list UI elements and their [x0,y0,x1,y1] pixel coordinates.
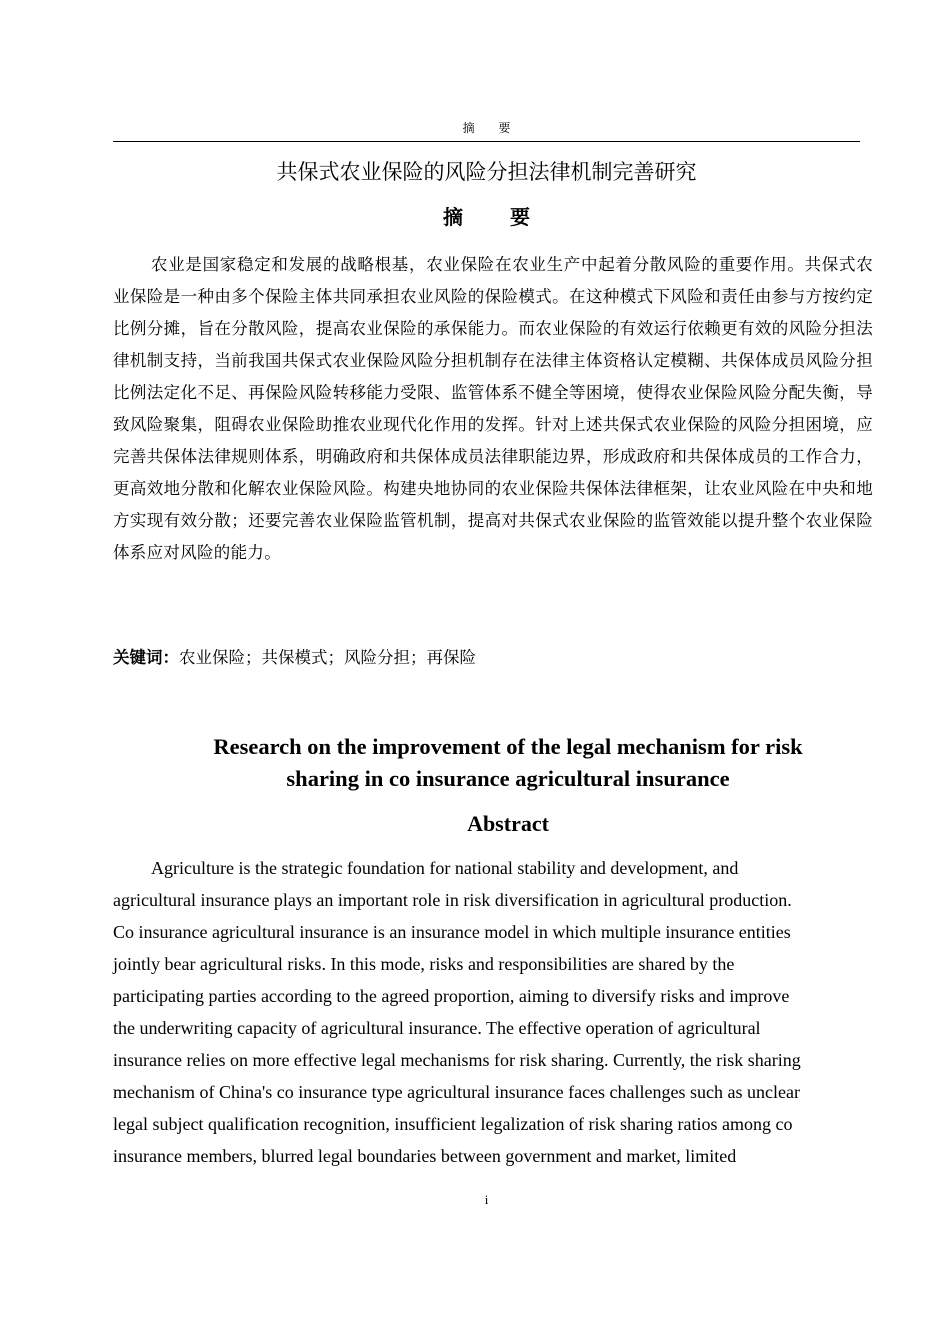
english-title-line: Research on the improvement of the legal mechanism for risk [213,734,803,759]
running-header: 摘 要 [462,121,521,135]
page-number: i [484,1192,489,1207]
chinese-title: 共保式农业保险的风险分担法律机制完善研究 [276,160,697,184]
english-abstract-heading: Abstract [467,811,549,836]
english-body-line: Agriculture is the strategic foundation for national stability and development, and [151,858,739,878]
chinese-abstract-body: 农业是国家稳定和发展的战略根基，农业保险在农业生产中起着分散风险的重要作用。共保式农业保险是一种由多个保险主体共同承担农业风险的保险模式。在这种模式下风险和责任由参与方按约定比例分摊，旨在分散风险，提高农业保险的承保能力。而农业保险的有效运行依赖更有效的风险分担法律机制支持，当前我国共保式农业保险风险分担机制存在法律主体资格认定模糊、共保体成员风险分担比例法定化不足、再保险风险转移能力受限、监管体系不健全等困境，使得农业保险风险分配失衡，导致风险聚集，阻碍农业保险助推农业现代化作用的发挥。针对上述共保式农业保险的风险分担困境，应完善共保体法律规则体系，明确政府和共保体成员法律职能边界，形成政府和共保体成员的工作合力，更高效地分散和化解农业保险风险。构建央地协同的农业保险共保体法律框架，让农业风险在中央和地方实现有效分散；还要完善农业保险监管机制，提高对共保式农业保险的监管效能以提升整个农业保险体系应对风险的能力。 [113,255,873,562]
english-body-line: insurance relies on more effective legal mechanisms for risk sharing. Currently, the risk sharing [113,1050,801,1070]
english-body-line: insurance members, blurred legal boundaries between government and market, limited [113,1146,737,1166]
english-body-line: Co insurance agricultural insurance is an insurance model in which multiple insurance entities [113,922,791,942]
english-body-line: jointly bear agricultural risks. In this mode, risks and responsibilities are shared by the [113,954,735,974]
chinese-abstract-heading: 摘 要 [443,205,550,229]
header-rule [113,141,860,142]
keywords-label: 关键词： [113,648,179,667]
english-body-line: the underwriting capacity of agricultural insurance. The effective operation of agricultural [113,1018,761,1038]
english-body-line: mechanism of China's co insurance type agricultural insurance faces challenges such as unclear [113,1082,800,1102]
english-body-line: agricultural insurance plays an important role in risk diversification in agricultural production. [113,890,792,910]
english-body-line: legal subject qualification recognition, insufficient legalization of risk sharing ratios among co [113,1114,793,1134]
english-title [113,731,903,795]
english-title-line: sharing in co insurance agricultural insurance [286,766,730,791]
keywords-values: 农业保险；共保模式；风险分担；再保险 [179,648,476,667]
english-abstract-body [113,852,873,1172]
keywords-line [113,644,860,672]
english-body-line: participating parties according to the agreed proportion, aiming to diversify risks and improve [113,986,790,1006]
